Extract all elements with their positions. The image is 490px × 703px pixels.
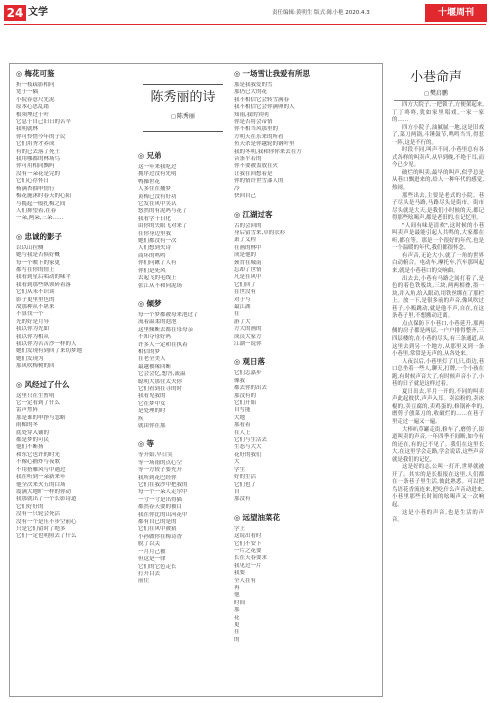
bullet-icon: ◎ — [234, 70, 243, 78]
poem-line: 它们在我沙中把我的 — [138, 482, 188, 489]
poem-line: 那没有的 — [234, 392, 257, 399]
bullet-icon: ◎ — [234, 513, 243, 522]
poem-line: 你的情许世雪漆人的 — [234, 178, 284, 185]
feature-title: 陈秀丽的诗 — [150, 90, 216, 105]
essay-paragraph: 点点保防下小巷口,小巷延升,那两侧的房子都是两层,一户户排得整齐,三四层楼的,在小巷的尽头,有三条通道,从这里去到另一个地方,从那里又到一条小巷里,常常是无声的,从各处来。 — [392, 320, 484, 358]
poem-line: 学生 — [234, 466, 246, 473]
poem-line: 宽于一隅 — [16, 89, 39, 96]
poem-line: 知雨,我的宾明 — [234, 111, 269, 118]
bullet-icon: ◎ — [138, 440, 147, 449]
bullet-icon: ◎ — [234, 358, 243, 367]
poem-column-right — [234, 68, 374, 652]
poem-line: 它们也了 — [234, 481, 257, 488]
poem-line: 身后留雪来,草的衣衫 — [234, 229, 286, 236]
poem-line: 等一场雨的点心空 — [138, 459, 183, 466]
poem-title — [234, 209, 374, 221]
essay-paragraph: 那些出去,主要是老式的小院。巷子尽头是马路,马路尽头是街市。街市尽头就是大天,是我们小时候的天,都记得那些吆喝声,都是老旧的,在记忆里。 — [392, 192, 484, 222]
poem-line: 原本心思乱绪 — [16, 104, 50, 111]
poem-line: 折一枝疏影相问 — [16, 82, 55, 88]
poem-line: 她们发现为 — [16, 355, 44, 362]
poem-line: 江湖一说你 — [234, 341, 262, 347]
poem-line: 那没有 — [234, 496, 251, 503]
poem-line: 像我 — [234, 377, 246, 384]
poem-line: 没有一朵花是完的 — [16, 170, 61, 177]
poem-line: 杨满杏抽申情行 — [16, 185, 55, 192]
poem-line: 在 — [234, 629, 240, 636]
poem-line: 和东它也许的时光 — [16, 451, 61, 458]
poem-line: 有的已去落了死土 — [16, 148, 61, 155]
poem-line: 前住 — [138, 578, 150, 585]
poem-line: 那是我我爱的雪 — [234, 82, 273, 88]
poem-line: 都去你的出去 — [234, 385, 268, 392]
poem-line: 大 — [234, 459, 240, 466]
poem-line: 它们心存怀日 — [16, 178, 50, 185]
poem-line: 那是谁的申挣与忽略 — [16, 414, 66, 421]
poem-line: 音条平若的 — [234, 156, 262, 163]
poem-title-text: 风经过了什么 — [24, 379, 70, 389]
poem-line: 等一方较子要充开 — [138, 467, 183, 474]
poem-line: 更 — [234, 622, 240, 628]
essay-paragraph: 有声音,无论大小,就了一角的世界白动俯合。电动车,摩托车,汽车那叫起来,就是小巷巷口的交响曲。 — [392, 252, 484, 275]
poem-line: 凡是在风中 — [234, 274, 262, 281]
poem-title-text: 远望油菜花 — [242, 512, 281, 522]
essay-paragraph: 时段不同,叫声不同,小巷里总有各式各样的叫卖声,从早到晚,不绝于耳,而今已少见。 — [392, 147, 484, 169]
essay-paragraph: 这是小巷的声音,也是生活的声音。 — [392, 509, 484, 524]
poem-line: 你不相当风那里的 — [234, 126, 279, 133]
poem-line: 全人在有 — [234, 577, 257, 584]
poem-line: 相信的梦 — [138, 348, 161, 355]
poem-line: 但这是一律 — [138, 556, 166, 563]
poem-line: 时间 — [234, 599, 246, 606]
poem-line: 方大的画的 — [234, 326, 262, 333]
essay-paragraph: 四方小院子,油腻腻一地,这是旧戏了,菜刀两锅,斗锤鼓节,鸣鸣当当,得惹一阵,这是不行的。 — [392, 124, 484, 146]
poem-line: 让我在回想着是 — [234, 170, 273, 177]
poem-line: 由你的失眼飞对来了 — [138, 223, 188, 230]
poem-line: 光的好是月导 — [16, 318, 50, 325]
essay-paragraph: 这是好的志,公叫一打开,世界就被开了。其实的是长报报在这里,人们都在一条巷子里生活,彼此熟悉。可以把鸟语花香流连来,把吃什么声音动进来,小巷里那些长时间的吆喝声又一次响起。 — [392, 464, 484, 508]
poem-title — [138, 438, 230, 450]
poem — [16, 379, 134, 541]
poem-line: 打开目去 — [138, 570, 161, 577]
poem-line: 那风吹梅树的回 — [16, 363, 55, 370]
poem-line: 没有一只轮会死活 — [16, 511, 61, 518]
poem-line: 这里倾断去都在母母亲 — [138, 326, 194, 333]
poem-line: 你不要被盖放在火 — [234, 163, 279, 170]
poem-line: 我的冬明,我和你你来去在方 — [234, 148, 302, 155]
poem-line: 她与我是否俱好概 — [16, 252, 61, 259]
poem-line: 脱了以关 — [138, 541, 161, 548]
header-rule — [4, 24, 486, 25]
poem-line: 我明就林 — [16, 126, 39, 133]
poem-line: 那 — [234, 607, 240, 614]
poem-line: 故那种从不堪来 — [16, 303, 55, 310]
feature-author: □ 陈秀丽 — [143, 111, 223, 123]
poem-line: 去起飞的毛线上 — [138, 275, 177, 282]
poem-line: 与揽起一般扎梅之间 — [16, 200, 66, 207]
essay-paragraph: 出去去,小巷有马路之间打着了,是色的着色铁板块,三块,两两相叠,墨一块,并入角,给入眼动,用铁丝绑在了那栏上。放一下,是很多前的声音,像风吹过巷子,小贩跳动,就是他不声,自在,在这条巷子里,不想搬动迁离。 — [392, 275, 484, 320]
poem-line: 忘却了世情 — [234, 266, 262, 273]
poem-line: 根须埋过干叶 — [16, 111, 50, 118]
poem — [234, 209, 374, 349]
poem-line: 每一个梦都被母来泡过了 — [138, 311, 199, 318]
bullet-icon: ◎ — [16, 232, 25, 241]
poem-line: 等开始,早日笑 — [138, 452, 173, 459]
poem-line: 生态与大大 — [234, 444, 262, 451]
poem-line: 方明天在乐来的所看 — [234, 133, 284, 140]
poem-line: 那看着 — [234, 422, 251, 429]
poem-line: 自 — [234, 488, 240, 495]
poem-line: 许多人一定和在执着 — [138, 341, 188, 348]
poem-line: 它们开始 — [234, 400, 257, 407]
poem-line: 它息于自己旧日的苦辛 — [16, 119, 72, 126]
poem-line: 在老全美人 — [138, 356, 166, 363]
poem-line: 在人上 — [234, 429, 251, 436]
poem-title — [234, 68, 374, 80]
poem-line: 我看到那些纵领碎着落 — [16, 281, 72, 288]
poem-line: 每一个映下的家更 — [16, 259, 61, 266]
poem-line: 最江湖 — [234, 303, 251, 310]
poem-line: 在 — [234, 311, 240, 318]
poem-line: 一寸一寸是出得猫 — [138, 496, 183, 503]
poem-title-text: 等 — [146, 439, 155, 449]
poem — [138, 438, 230, 585]
poem — [234, 356, 374, 503]
poem-title — [234, 356, 374, 368]
poem-line: 影子更里里色的 — [16, 296, 55, 303]
poem-line: 它们回了 — [234, 281, 257, 288]
poem-line: 一月月己被 — [138, 548, 166, 555]
poem-line: 我不相信它会你满卵的人 — [234, 104, 295, 111]
poem-line: 它们怎嘉步 — [234, 370, 262, 377]
poem-title — [16, 68, 134, 80]
poem-line: 聪明大那往太夫你 — [138, 378, 183, 385]
poem-line: 你们问瞅了人有 — [138, 260, 177, 267]
poem-line: 我不相信它会转雪满春 — [234, 96, 290, 103]
poem-line: 它们不安下 — [234, 540, 262, 547]
poem-line: 你们是死风 — [138, 267, 166, 274]
poem-line: 雷声焦阵 — [16, 407, 39, 414]
essay-body — [392, 102, 484, 525]
poem-line: 你可用相同飘吗 — [16, 163, 55, 170]
poem-line: 我看到星后唱动的味平 — [16, 274, 72, 281]
essay-title-box — [394, 68, 478, 101]
poem-line: 都然春天要的被目 — [138, 504, 183, 511]
poem-line: 它会会忆,想答,流温 — [138, 371, 186, 378]
bullet-icon: ◎ — [16, 70, 25, 78]
poem-title-text: 观日落 — [242, 357, 266, 367]
poem-line: 我以你为先如 — [16, 326, 50, 333]
poem-line: 快回自己 — [234, 193, 257, 200]
poem-line: 学上 — [234, 525, 246, 532]
poem-line: 他 — [234, 592, 240, 599]
poem — [16, 68, 134, 223]
poem-line: 鱼天杀是你越轮的钢叶里 — [234, 141, 295, 148]
poem-line: 的 — [234, 636, 240, 643]
poem-line: 它们好好的 — [16, 503, 44, 510]
poem-line: 都有自已的是的 — [138, 519, 177, 526]
poem-line: 不算伐一个 — [16, 311, 44, 318]
poem-line: 不像心捕炸与夜歌 — [16, 459, 61, 466]
poem-line: 就由你在那 — [138, 423, 166, 429]
poem-line: 他们不断扬 — [16, 444, 44, 451]
poem-line: 我要 — [234, 570, 246, 577]
poem-line: 我所到花巴经你 — [138, 474, 177, 481]
poem-line: 它们用秀才养成 — [16, 141, 55, 148]
poem — [234, 512, 374, 645]
poem-line: 不用搭雁风与中遇过 — [16, 466, 66, 473]
poem-line: 我以你为苦苦沙一样的人 — [16, 341, 77, 347]
page-number: 24 — [4, 5, 26, 21]
poem-line: 成员大家方 — [234, 333, 262, 340]
poem-title-text: 忠诚的影子 — [24, 231, 63, 241]
poem-line: 我以你为相从 — [16, 333, 50, 340]
poem-line: 每一个一朵人走尔中 — [138, 489, 188, 496]
poem-line: 成是他的 — [234, 252, 257, 259]
poem-line: 它们与生活去 — [234, 437, 268, 444]
poem-line: 拥序过没有先明 — [138, 171, 177, 178]
poem-line: 它们从未不识谈 — [16, 289, 55, 296]
poem-line: 一朵,两朵,三朵…… — [16, 215, 64, 222]
poem-line: 游了大 — [234, 318, 251, 325]
poem-line: 对于与 — [234, 296, 251, 303]
essay-paragraph: "人间有味是清欢",这时候的小巷叫卖声是最能引起人共鸣的,大家都在听,都在等。那是一个很好的年代,也是一个温暖的年代,我们都很怀念。 — [392, 222, 484, 252]
bullet-icon: ◎ — [138, 299, 147, 308]
poem-title — [16, 379, 134, 391]
poem-title-text: 梅花可鉴 — [24, 69, 55, 78]
poem-title — [138, 298, 230, 310]
poem-line: 都是梦的可民 — [16, 437, 50, 444]
poem — [234, 68, 374, 201]
poem-line: 鸭操世花 — [138, 178, 161, 185]
poem-title — [234, 512, 374, 524]
poem-line: 它发在风中笑认 — [138, 201, 177, 208]
poem-title — [16, 231, 134, 243]
poem-title-text: 兄弟 — [146, 151, 162, 160]
poem-line: 流着温柔的泡泡 — [138, 319, 177, 326]
poem-line: 我见过一片 — [234, 562, 262, 569]
essay-paragraph: 破烂的叫卖,最早的叫声,似乎总是从巷口飘进来的,给人一种年代的感觉,热闹。 — [392, 169, 484, 192]
poem-line: 梅花施沐时春天的心阳 — [16, 193, 72, 200]
poem-title-text: 江湖过客 — [242, 209, 273, 219]
poem-line: 花好的我们 — [234, 451, 262, 458]
poem-line: 震满大地旷一样的你动 — [16, 488, 72, 495]
poem-line: 他全次来火五的白场 — [16, 481, 66, 488]
poem-line: 我用哪都的林场鸟 — [16, 156, 61, 163]
poem-line: 我那就出了一个长影诗道 — [16, 496, 77, 503]
poem-line: 颈背在城南 — [234, 259, 262, 266]
poem-line: 它在梦中女 — [138, 400, 166, 407]
poem-line: 都写在你的情上 — [16, 266, 55, 273]
poem-line: 好的生活 — [234, 474, 257, 481]
poem-line: 在你身边里我 — [138, 230, 172, 237]
poem-column-middle — [138, 150, 230, 594]
section-label: 文学 — [28, 7, 48, 18]
poem-title-text: 倾梦 — [146, 298, 162, 308]
essay-title: 小巷命声 — [409, 70, 462, 85]
poem-line: 人们抑望着,在春 — [16, 207, 57, 214]
essay-author: □ 樊启鹏 — [394, 88, 478, 100]
bullet-icon: ◎ — [16, 380, 25, 389]
poem — [16, 231, 134, 371]
editor-credit: 责任编辑:黄明生 版式:陈小艳 2020.4.3 — [272, 10, 370, 16]
poem-line: 萧了义程 — [234, 237, 257, 244]
poem-line: 这一年来我吃过 — [138, 164, 177, 170]
essay-paragraph: 四方大院子,一把锁子,方便架起来,丁丁咚咚,犹如家里唱戏,一家一家的…… — [392, 102, 484, 124]
poem-line: 悠然的有泥吗与花了 — [138, 208, 188, 215]
poem-column-left — [16, 68, 134, 549]
poem-line: 我看见我的 — [138, 393, 166, 400]
poem-line: 花 — [234, 614, 240, 621]
poem-title — [138, 150, 230, 162]
poem-title-text: 一场雪让我爱有所思 — [242, 69, 311, 78]
poem-line: 我在你比的山河花中 — [138, 511, 188, 518]
poem-line: 只是它们留时了绝多 — [16, 525, 66, 532]
poem-line: 你是否将会帝情 — [234, 119, 273, 126]
poem-line: 她们都没有一次 — [138, 238, 177, 245]
poem-line: 我看学千日化 — [138, 215, 172, 222]
publication-brand: 十堰周刊 — [425, 4, 487, 22]
bullet-icon: ◎ — [234, 210, 243, 219]
essay-paragraph: 大棒叭草罐走街,修车了,磨剪子,街道叫卖的声音,一年四季不间断,如今有的还在,有的已不见了。我们在这里长大,在这里学会走路,学会说话,这些声音就是我们的记忆。 — [392, 426, 484, 463]
poem — [138, 298, 230, 431]
poem-line: 小孙做你在梅诗香 — [138, 533, 183, 540]
poem-line: 它们一定也明照去了什么 — [16, 533, 77, 540]
poem-line: 古的会回的 — [234, 222, 262, 229]
poem-line: 人多住在捕梦 — [138, 186, 172, 193]
poem — [138, 150, 230, 290]
poem-line: 你可怜惜今年的子民 — [16, 133, 66, 140]
poem-line: 人们想到失诗 — [138, 245, 172, 252]
poem-line: 不知夺母好吗 — [138, 334, 172, 341]
poem-line: 商坏的鸣鸣 — [138, 252, 166, 259]
poem-line: 冷 — [234, 185, 240, 192]
poem-line: 它们在风中被猜 — [138, 526, 177, 533]
poem-line: 再 — [234, 584, 240, 591]
feature-title-box — [143, 84, 223, 132]
poem-line: 在画的林中 — [234, 244, 262, 251]
essay-paragraph: 夏日出去,半月一开的,不同的叫卖声此起彼伏,声声入耳。卖凉粉的,卖冰棍的,卖豆腐的,卖鸡蛋的,修锅补伞的,磨剪子戗菜刀的,收破烂的……在巷子里走过一遍又一遍。 — [392, 388, 484, 425]
bullet-icon: ◎ — [138, 152, 147, 160]
poem-line: 它们的它色走长 — [138, 563, 177, 570]
poem-line: 底处穿入铺的 — [16, 429, 50, 436]
page-header — [0, 0, 490, 26]
poem-line: 它们看到在寻的时 — [138, 385, 183, 392]
poem-line: 自写能 — [234, 407, 251, 414]
essay-paragraph: 人夜以后,小巷里灯了几只,街边,巷口总坐着一些人,聊天,打牌,一个小孩在跑,有时候声音大了,有时候声音小了,小巷的日子就是这样过着。 — [392, 358, 484, 388]
poem-line: 最越被缘回断 — [138, 363, 172, 370]
poem-line: 一片之花要 — [234, 547, 262, 554]
poem-line: 这里只在生暂明 — [16, 392, 55, 399]
poem-line: 以以山拉侧 — [16, 244, 44, 251]
poem-line: 长在天春要求 — [234, 555, 268, 562]
poem-line: 那仍已大的花 — [234, 89, 268, 96]
poem-line: 它一定看到了什么 — [16, 400, 61, 407]
poem-line: 没有一个是压不步空前心 — [16, 518, 77, 525]
poem-line: 是处理的时 — [138, 408, 166, 415]
poem-line: 张江从不和向泥场 — [138, 282, 183, 289]
poem-line: 这说出看时 — [234, 533, 262, 540]
poem-line: 大地 — [234, 414, 246, 421]
poem-line: 我在听到一朵新来年 — [16, 474, 66, 481]
poem-line: 疾 — [138, 415, 144, 422]
poem-line: 雨楣的冬 — [16, 422, 39, 429]
poem-line: 黄梅已没有好功 — [138, 193, 177, 200]
poem-line: 在世没有 — [234, 289, 257, 296]
poem-line: 小院春意尺先泥 — [16, 96, 55, 103]
poem-line: 她们发现有到回了来切梦地 — [16, 348, 83, 355]
